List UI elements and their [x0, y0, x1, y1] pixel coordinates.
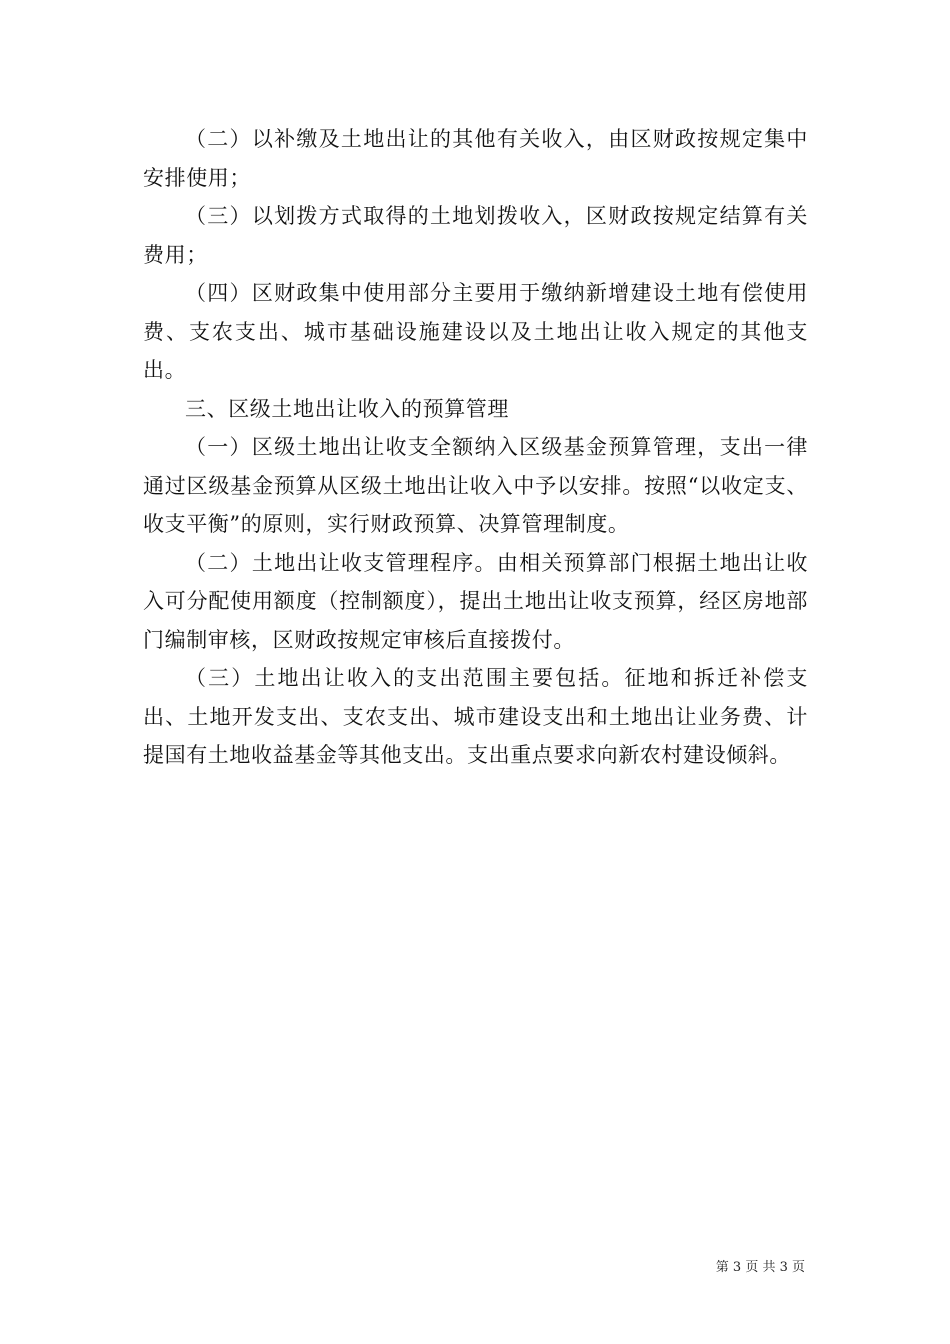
paragraph-item-1: （一）区级土地出让收支全额纳入区级基金预算管理，支出一律通过区级基金预算从区级土地出让收入中予以安排。按照“以收定支、收支平衡”的原则，实行财政预算、决算管理制度。: [143, 435, 808, 536]
paragraph-item-3b: （三）土地出让收入的支出范围主要包括。征地和拆迁补偿支出、土地开发支出、支农支出、城市建设支出和土地出让业务费、计提国有土地收益基金等其他支出。支出重点要求向新农村建设倾斜。: [143, 666, 808, 767]
document-body: [143, 120, 808, 775]
section-heading-3: 三、区级土地出让收入的预算管理: [185, 396, 509, 421]
paragraph-item-4: （四）区财政集中使用部分主要用于缴纳新增建设土地有偿使用费、支农支出、城市基础设施建设以及土地出让收入规定的其他支出。: [143, 281, 808, 382]
page-number-footer: 第 3 页 共 3 页: [715, 1260, 805, 1275]
paragraph-item-2: （二）以补缴及土地出让的其他有关收入，由区财政按规定集中安排使用；: [143, 127, 808, 190]
paragraph-item-3: （三）以划拨方式取得的土地划拨收入，区财政按规定结算有关费用；: [143, 204, 808, 267]
paragraph-item-2b: （二）土地出让收支管理程序。由相关预算部门根据土地出让收入可分配使用额度（控制额度），提出土地出让收支预算，经区房地部门编制审核，区财政按规定审核后直接拨付。: [143, 550, 808, 652]
